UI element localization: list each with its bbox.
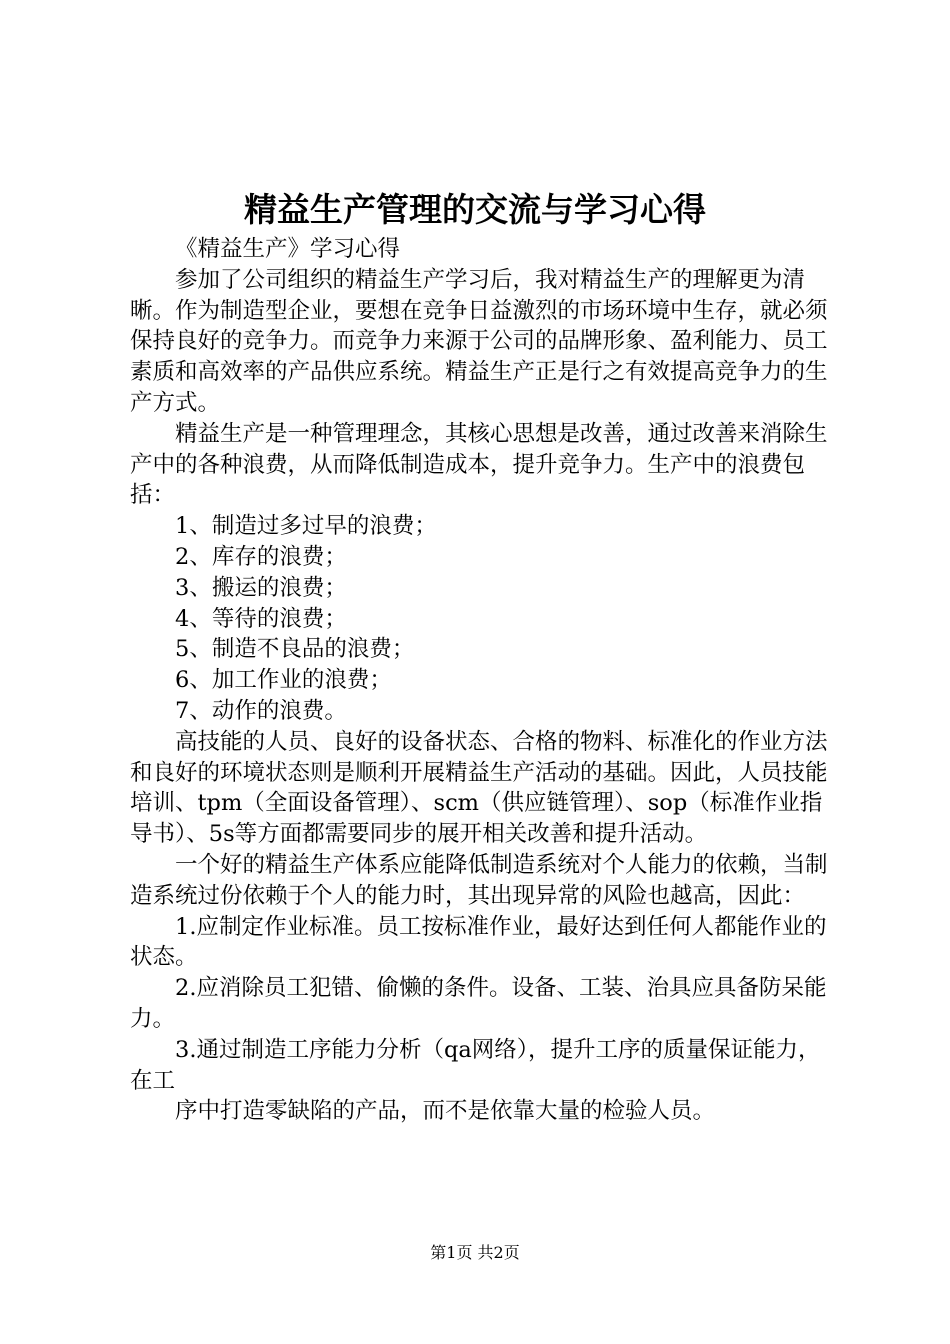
page-footer: 第1页 共2页: [430, 1243, 520, 1262]
list-item: 5、制造不良品的浪费；: [175, 636, 415, 663]
paragraph: 序中打造零缺陷的产品，而不是依靠大量的检验人员。: [175, 1098, 716, 1125]
paragraph: 精益生产是一种管理理念，其核心思想是改善，通过改善来消除生产中的各种浪费，从而降低制造成本，提升竞争力。生产中的浪费包括：: [130, 420, 828, 509]
paragraph-subtitle: 《精益生产》学习心得: [175, 236, 401, 262]
document-title: 精益生产管理的交流与学习心得: [244, 190, 706, 229]
list-item: 1、制造过多过早的浪费；: [175, 513, 437, 540]
list-item: 1.应制定作业标准。员工按标准作业，最好达到任何人都能作业的状态。: [130, 913, 827, 971]
paragraph: 参加了公司组织的精益生产学习后，我对精益生产的理解更为清晰。作为制造型企业，要想在竞争日益激烈的市场环境中生存，就必须保持良好的竞争力。而竞争力来源于公司的品牌形象、盈利能力、员工素质和高效率的产品供应系统。精益生产正是行之有效提高竞争力的生产方式。: [130, 266, 828, 416]
paragraph: 高技能的人员、良好的设备状态、合格的物料、标准化的作业方法和良好的环境状态则是顺利开展精益生产活动的基础。因此，人员技能培训、tpm（全面设备管理）、scm（供应链管理）、sop（标准作业指导书）、5s等方面都需要同步的展开相关改善和提升活动。: [130, 728, 828, 848]
document-body: [130, 234, 835, 1127]
list-item: 7、动作的浪费。: [175, 697, 347, 724]
list-item: 6、加工作业的浪费；: [175, 667, 392, 694]
list-item: 3.通过制造工序能力分析（qa网络），提升工序的质量保证能力，在工: [130, 1036, 821, 1094]
paragraph: 一个好的精益生产体系应能降低制造系统对个人能力的依赖，当制造系统过份依赖于个人的能力时，其出现异常的风险也越高，因此：: [130, 851, 828, 909]
list-item: 4、等待的浪费；: [175, 605, 347, 632]
list-item: 2.应消除员工犯错、偷懒的条件。设备、工装、治具应具备防呆能力。: [130, 975, 827, 1032]
list-item: 3、搬运的浪费；: [175, 574, 347, 601]
list-item: 2、库存的浪费；: [175, 543, 347, 570]
